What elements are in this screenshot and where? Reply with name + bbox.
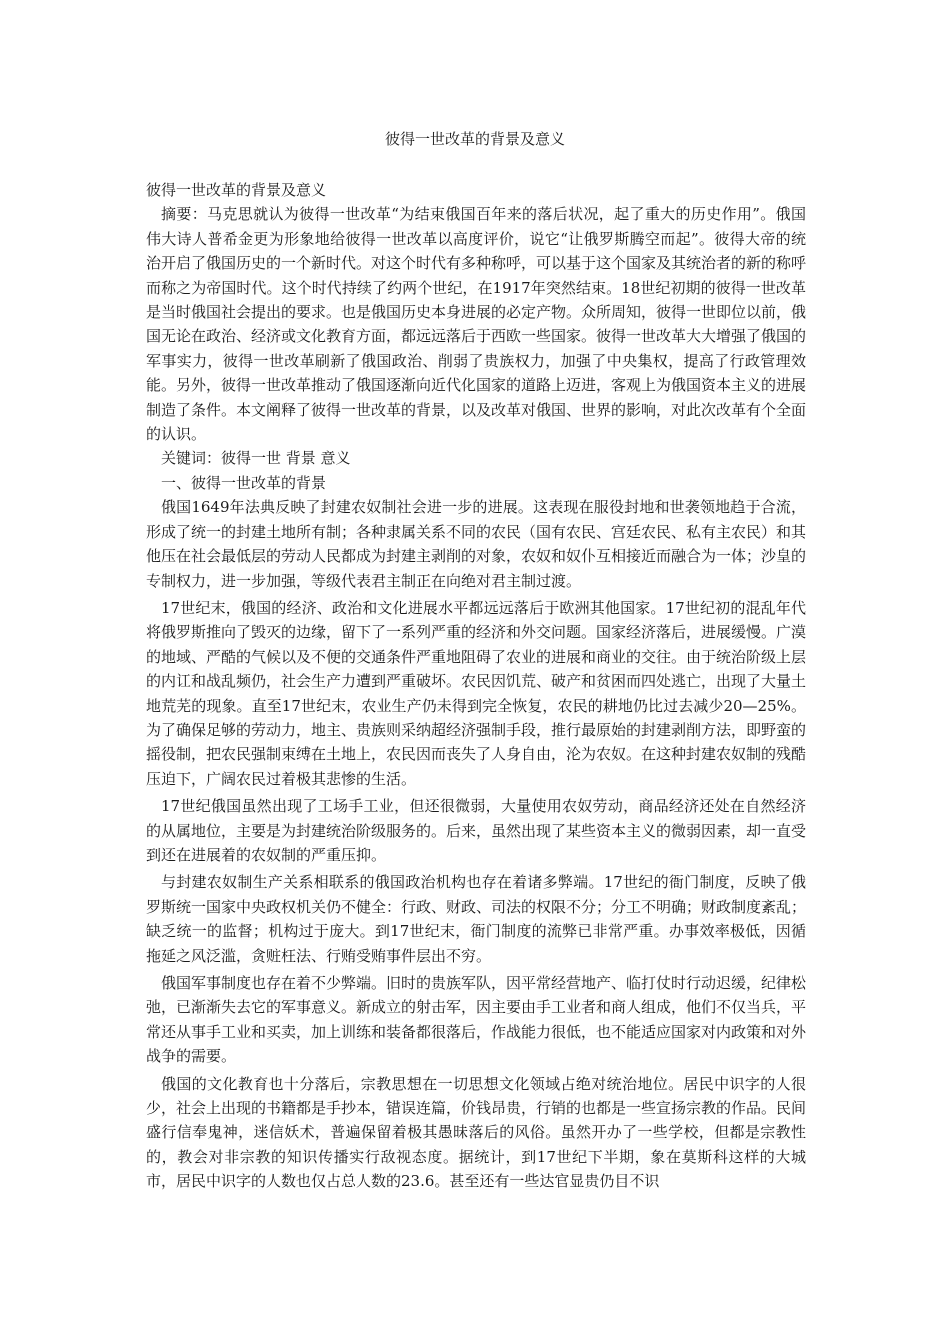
keywords-line: 关键词：彼得一世 背景 意义	[161, 449, 351, 468]
body-paragraph: 俄国的文化教育也十分落后，宗教思想在一切思想文化领域占绝对统治地位。居民中识字的人很少，社会上出现的书籍都是手抄本，错误连篇，价钱昂贵，行销的也都是一些宣扬宗教的作品。民间盛行信奉鬼神，迷信妖术，普遍保留着极其愚昧落后的风俗。虽然开办了一些学校，但都是宗教性的，教会对非宗教的知识传播实行敌视态度。据统计，到17世纪下半期，象在莫斯科这样的大城市，居民中识字的人数也仅占总人数的23.6。甚至还有一些达官显贵仍目不识	[146, 1074, 807, 1191]
section-heading: 一、彼得一世改革的背景	[161, 473, 327, 492]
body-paragraph: 17世纪俄国虽然出现了工场手工业，但还很微弱，大量使用农奴劳动，商品经济还处在自然经济的从属地位，主要是为封建统治阶级服务的。后来，虽然出现了某些资本主义的微弱因素，却一直受到还在进展着的农奴制的严重压抑。	[146, 797, 807, 864]
document-subtitle: 彼得一世改革的背景及意义	[146, 181, 327, 199]
body-paragraph: 俄国1649年法典反映了封建农奴制社会进一步的进展。这表现在服役封地和世袭领地趋于合流，形成了统一的封建土地所有制；各种隶属关系不同的农民（国有农民、宫廷农民、私有主农民）和其他压在社会最低层的劳动人民都成为封建主剥削的对象，农奴和奴仆互相接近而融合为一体；沙皇的专制权力，进一步加强，等级代表君主制正在向绝对君主制过渡。	[146, 498, 807, 590]
body-paragraph: 俄国军事制度也存在着不少弊端。旧时的贵族军队，因平常经营地产、临打仗时行动迟缓，纪律松弛，已渐渐失去它的军事意义。新成立的射击军，因主要由手工业者和商人组成，他们不仅当兵，平常还从事手工业和买卖，加上训练和装备都很落后，作战能力很低，也不能适应国家对内政策和对外战争的需要。	[146, 974, 807, 1066]
document-title: 彼得一世改革的背景及意义	[384, 130, 565, 148]
abstract-paragraph: 摘要：马克思就认为彼得一世改革“为结束俄国百年来的落后状况，起了重大的历史作用”。俄国伟大诗人普希金更为形象地给彼得一世改革以高度评价，说它“让俄罗斯腾空而起”。彼得大帝的统治开启了俄国历史的一个新时代。对这个时代有多种称呼，可以基于这个国家及其统治者的新的称呼而称之为帝国时代。这个时代持续了约两个世纪，在1917年突然结束。18世纪初期的彼得一世改革是当时俄国社会提出的要求。也是俄国历史本身进展的必定产物。众所周知，彼得一世即位以前，俄国无论在政治、经济或文化教育方面，都远远落后于西欧一些国家。彼得一世改革大大增强了俄国的军事实力，彼得一世改革刷新了俄国政治、削弱了贵族权力，加强了中央集权，提高了行政管理效能。另外，彼得一世改革推动了俄国逐渐向近代化国家的道路上迈进，客观上为俄国资本主义的进展制造了条件。本文阐释了彼得一世改革的背景，以及改革对俄国、世界的影响，对此次改革有个全面的认识。	[146, 205, 807, 444]
body-paragraph: 17世纪末，俄国的经济、政治和文化进展水平都远远落后于欧洲其他国家。17世纪初的混乱年代将俄罗斯推向了毁灭的边缘，留下了一系列严重的经济和外交问题。国家经济落后，进展缓慢。广漠的地域、严酷的气候以及不便的交通条件严重地阻碍了农业的进展和商业的交往。由于统治阶级上层的内讧和战乱频仍，社会生产力遭到严重破坏。农民因饥荒、破产和贫困而四处逃亡，出现了大量土地荒芜的现象。直至17世纪末，农业生产仍未得到完全恢复，农民的耕地仍比过去减少20—25%。 为了确保足够的劳动力，地主、贵族则采纳超经济强制手段，推行最原始的封建剥削方法，即野蛮的摇役制，把农民强制束缚在土地上，农民因而丧失了人身自由，沦为农奴。在这种封建农奴制的残酷压迫下，广阔农民过着极其悲惨的生活。	[146, 598, 807, 788]
body-paragraph: 与封建农奴制生产关系相联系的俄国政治机构也存在着诸多弊端。17世纪的衙门制度，反映了俄罗斯统一国家中央政权机关仍不健全：行政、财政、司法的权限不分；分工不明确；财政制度紊乱；缺乏统一的监督；机构过于庞大。到17世纪末，衙门制度的流弊已非常严重。办事效率极低，因循拖延之风泛滥，贪赃枉法、行贿受贿事件层出不穷。	[146, 873, 807, 965]
document-body	[146, 178, 806, 1194]
